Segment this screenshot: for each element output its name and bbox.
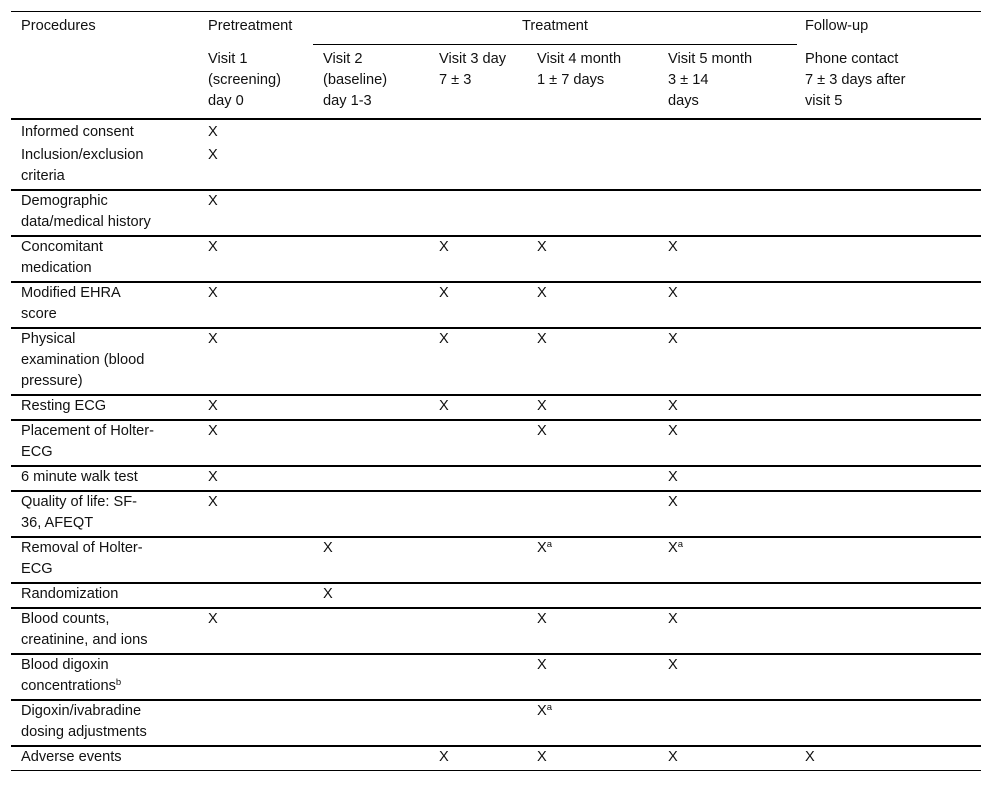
footnote-marker: b [115,677,122,688]
cell-mark-text: X [537,423,547,439]
cell-mark [537,609,547,630]
row-label-text: Resting ECG [21,398,107,414]
cell-mark-text: X [668,749,678,765]
header-visit-3: Visit 3 day 7 ± 3 [439,51,507,88]
row-label-text: 6 minute walk test [21,469,138,485]
footnote-marker: a [546,702,553,713]
row-divider [11,419,981,421]
row-label-text: Quality of life: SF- 36, AFEQT [21,494,137,531]
row-label-text: Placement of Holter- ECG [21,423,155,460]
cell-mark-text: X [537,703,547,719]
table-bottom-rule [11,770,981,771]
cell-mark [208,467,218,488]
cell-mark-text: X [208,193,218,209]
row-label-text: Removal of Holter- ECG [21,540,143,577]
cell-mark-text: X [537,285,547,301]
row-divider [11,745,981,747]
cell-mark [668,329,678,350]
cell-mark [208,191,218,212]
cell-mark [668,747,678,768]
row-label-text: Inclusion/exclusion criteria [21,147,144,184]
cell-mark [668,396,678,417]
cell-mark-text: X [208,398,218,414]
row-label [21,421,154,463]
footnote-marker: a [546,539,553,550]
cell-mark-text: X [208,285,218,301]
cell-mark [323,584,333,605]
cell-mark [208,421,218,442]
row-label [21,609,148,651]
row-label [21,283,121,325]
cell-mark [439,396,449,417]
row-divider [11,327,981,329]
cell-mark-text: X [208,423,218,439]
row-label [21,584,118,605]
row-label-text: Digoxin/ivabradine dosing adjustments [21,703,147,740]
cell-mark [323,538,333,559]
cell-mark-text: X [208,331,218,347]
row-label-text: Blood counts, creatinine, and ions [21,611,148,648]
cell-mark-text: X [668,494,678,510]
cell-mark-text: X [668,657,678,673]
row-label-text: Physical examination (blood pressure) [21,331,145,389]
treatment-group-rule [313,44,797,45]
cell-mark-text: X [323,586,333,602]
cell-mark-text: X [439,285,449,301]
cell-mark [439,237,449,258]
cell-mark-text: X [208,611,218,627]
cell-mark [208,609,218,630]
cell-mark-text: X [439,749,449,765]
row-divider [11,465,981,467]
cell-mark [439,329,449,350]
row-divider [11,235,981,237]
cell-mark-text: X [537,540,547,556]
header-pretreatment: Pretreatment [208,18,293,34]
header-visit-4: Visit 4 month 1 ± 7 days [537,51,622,88]
row-label [21,329,144,392]
header-visit-2: Visit 2 (baseline) day 1-3 [323,51,388,109]
cell-mark-text: X [805,749,815,765]
cell-mark [439,283,449,304]
row-label [21,701,147,743]
cell-mark [208,492,218,513]
cell-mark [537,237,547,258]
row-divider [11,653,981,655]
row-label [21,467,138,488]
cell-mark-text: X [668,285,678,301]
row-divider [11,490,981,492]
cell-mark-text: X [537,657,547,673]
cell-mark [208,396,218,417]
cell-mark [537,329,547,350]
cell-mark [537,396,547,417]
cell-mark [668,421,678,442]
cell-mark-text: X [208,124,218,140]
row-divider [11,189,981,191]
cell-mark-text: X [439,239,449,255]
cell-mark [537,538,552,559]
cell-mark [668,492,678,513]
cell-mark [668,655,678,676]
row-divider [11,281,981,283]
row-label-text: Concomitant medication [21,239,103,276]
row-label-text: Randomization [21,586,119,602]
cell-mark [537,655,547,676]
cell-mark-text: X [208,147,218,163]
header-followup: Follow-up [805,18,869,34]
cell-mark-text: X [668,239,678,255]
cell-mark [208,329,218,350]
cell-mark [208,145,218,166]
cell-mark-text: X [537,749,547,765]
cell-mark [537,747,547,768]
cell-mark [668,283,678,304]
row-label-text: Blood digoxin concentrations [21,657,116,694]
cell-mark [537,283,547,304]
table-top-rule [11,11,981,12]
cell-mark [208,122,218,143]
row-label [21,237,103,279]
row-divider [11,394,981,396]
cell-mark-text: X [668,423,678,439]
cell-mark-text: X [537,611,547,627]
header-phone-contact: Phone contact 7 ± 3 days after visit 5 [805,51,906,109]
cell-mark [439,747,449,768]
cell-mark [208,283,218,304]
header-procedures: Procedures [21,18,96,34]
row-divider [11,536,981,538]
row-label [21,655,121,697]
row-label [21,747,122,768]
row-label-text: Adverse events [21,749,122,765]
cell-mark-text: X [208,494,218,510]
cell-mark-text: X [537,398,547,414]
cell-mark-text: X [668,331,678,347]
header-visit-1: Visit 1 (screening) day 0 [208,51,281,109]
row-label-text: Demographic data/medical history [21,193,151,230]
cell-mark-text: X [668,611,678,627]
cell-mark [805,747,815,768]
cell-mark-text: X [668,469,678,485]
cell-mark [668,609,678,630]
row-label [21,396,106,417]
cell-mark [668,538,683,559]
cell-mark-text: X [537,239,547,255]
cell-mark-text: X [668,398,678,414]
cell-mark-text: X [439,398,449,414]
header-visit-5: Visit 5 month 3 ± 14 days [668,51,753,109]
cell-mark [537,701,552,722]
cell-mark-text: X [668,540,678,556]
cell-mark [537,421,547,442]
row-label [21,538,143,580]
row-label [21,191,151,233]
cell-mark-text: X [439,331,449,347]
cell-mark [208,237,218,258]
row-label [21,145,144,187]
cell-mark-text: X [537,331,547,347]
row-divider [11,582,981,584]
row-label-text: Modified EHRA score [21,285,121,322]
cell-mark-text: X [208,469,218,485]
cell-mark [668,237,678,258]
header-bottom-rule [11,118,981,120]
header-treatment: Treatment [522,18,588,34]
row-divider [11,699,981,701]
cell-mark-text: X [323,540,333,556]
cell-mark-text: X [208,239,218,255]
row-divider [11,607,981,609]
row-label-text: Informed consent [21,124,134,140]
row-label [21,122,134,143]
cell-mark [668,467,678,488]
row-label [21,492,137,534]
footnote-marker: a [677,539,684,550]
